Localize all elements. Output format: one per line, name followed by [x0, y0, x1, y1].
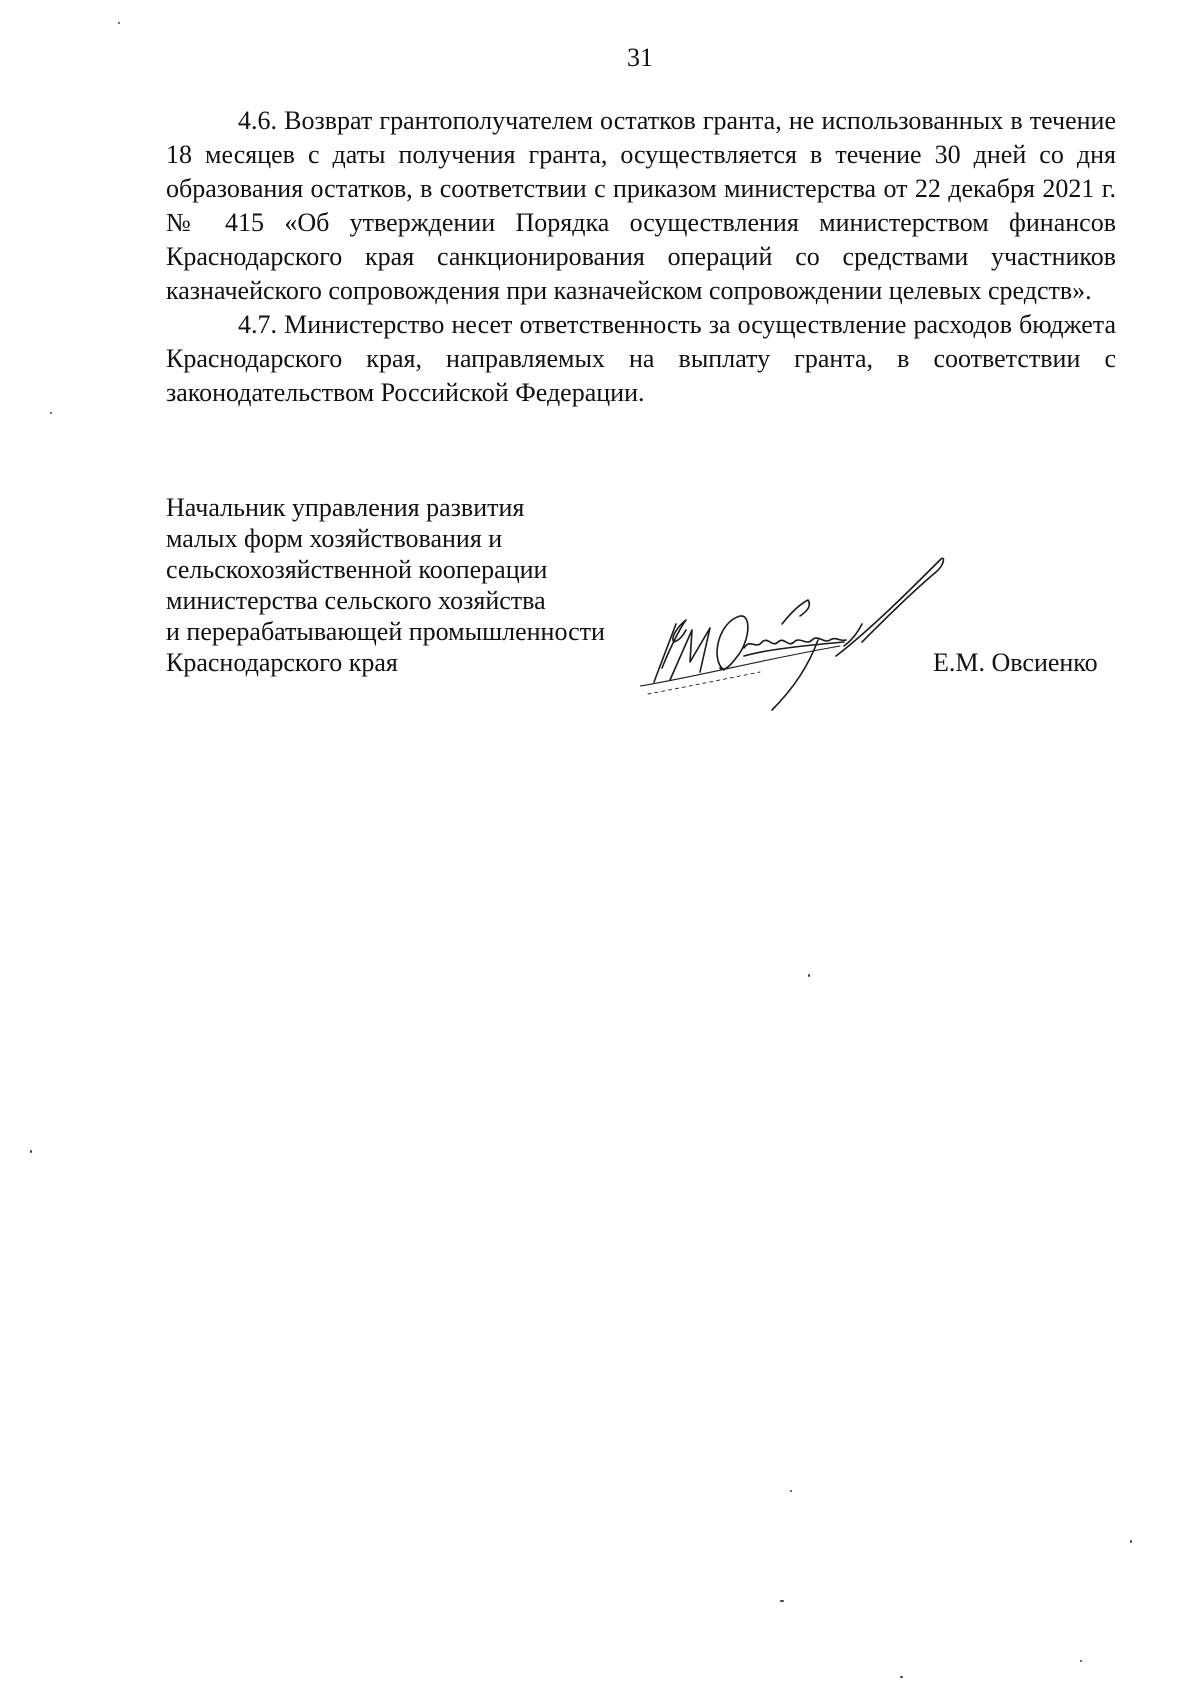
- scan-speck: [118, 22, 120, 24]
- scan-speck: [790, 1490, 792, 1492]
- signer-title-line: Краснодарского края: [166, 648, 398, 677]
- scan-speck: [30, 1150, 32, 1153]
- document-body: [166, 104, 1116, 410]
- scan-speck: [900, 1676, 903, 1678]
- scan-speck: [780, 1600, 784, 1602]
- signer-title-line: сельскохозяйственной кооперации: [166, 555, 548, 584]
- paragraph-4-6: 4.6. Возврат грантополучателем остатков гранта, не использованных в течение 18 месяцев с даты получения гранта, осуществляется в течение 30 дней со дня образования остатков, в соответствии с приказом министерства от 22 декабря 2021 г. № 415 «Об утверждении Порядка осуществления министерством финансов Краснодарского края санкционирования операций со средствами участников казначейского сопровождения при казначейском сопровождении целевых средств».: [166, 106, 1116, 305]
- signer-title-line: и перерабатывающей промышленности: [166, 617, 605, 646]
- page-number: 31: [627, 43, 653, 72]
- paragraph-4-7: 4.7. Министерство несет ответственность за осуществление расходов бюджета Краснодарского края, направляемых на выплату гранта, в соответствии с законодательством Российской Федерации.: [166, 310, 1116, 407]
- scan-speck: [50, 412, 52, 414]
- signer-title-line: министерства сельского хозяйства: [166, 586, 546, 615]
- scan-speck: [808, 974, 810, 977]
- signer-title-line: малых форм хозяйствования и: [166, 524, 503, 553]
- signer-title-line: Начальник управления развития: [166, 493, 525, 522]
- signer-name: Е.М. Овсиенко: [933, 648, 1098, 677]
- scan-speck: [1080, 1660, 1082, 1662]
- handwritten-signature: [640, 550, 1040, 760]
- scan-speck: [1130, 1540, 1132, 1543]
